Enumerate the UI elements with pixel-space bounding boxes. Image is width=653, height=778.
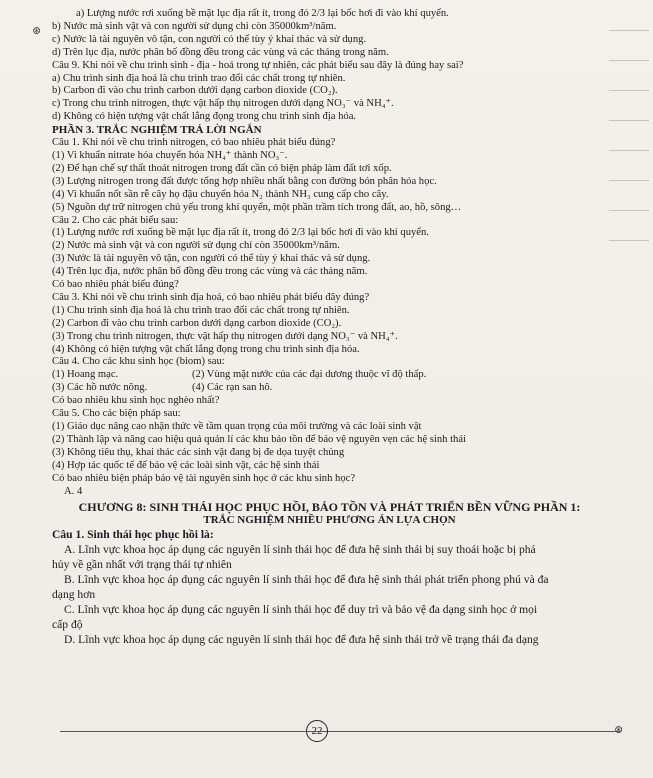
- c8-option-c-cont: cấp độ: [52, 618, 83, 632]
- biome-row: [52, 382, 607, 395]
- c8-option-d: D. Lĩnh vực khoa học áp dụng các nguyên lí sinh thái học để đưa hệ sinh thái trở về trạng thái đa dạng: [64, 633, 539, 647]
- chapter-8-title: CHƯƠNG 8: SINH THÁI HỌC PHỤC HỒI, BẢO TỒN VÀ PHÁT TRIỂN BỀN VỮNG PHẦN 1:: [78, 500, 581, 515]
- margin-lines: [603, 0, 653, 778]
- c8-option-c: C. Lĩnh vực khoa học áp dụng các nguyên lí sinh thái học để duy trì và bảo vệ đa dạng sinh học ở mọi: [64, 603, 538, 617]
- s3-line: (2) Nước mà sinh vật và con người sử dụng chỉ còn 35000km³/năm.: [52, 240, 340, 252]
- s3-line: (3) Nước là tài nguyên vô tận, con người có thể tùy ý khai thác và sử dụng.: [52, 253, 371, 265]
- q9-option-b: b) Carbon đi vào chu trình carbon dưới dạng carbon dioxide (CO₂).: [52, 85, 338, 97]
- s3-line: (2) Thành lập và nâng cao hiệu quả quản lí các khu bảo tồn để bảo vệ nguyên vẹn các hệ sinh thái: [52, 433, 466, 445]
- page-corner-icon: ⊛: [32, 25, 42, 37]
- s3-line: (5) Nguồn dự trữ nitrogen chủ yếu trong khí quyển, một phần trầm tích trong đất, ao, hồ, sông…: [52, 201, 462, 213]
- s3-line: (2) Carbon đi vào chu trình carbon dưới dạng carbon dioxide (CO₂).: [52, 317, 342, 329]
- s3-line: (3) Không tiêu thụ, khai thác các sinh vật đang bị đe dọa tuyệt chủng: [52, 446, 345, 458]
- c8-option-b: B. Lĩnh vực khoa học áp dụng các nguyên lí sinh thái học để đưa hệ sinh thái phát triển phong phú và đa: [64, 573, 549, 587]
- biome-item: (2) Vùng mặt nước của các đại dương thuộc vĩ độ thấp.: [192, 369, 427, 381]
- s3-line: Câu 4. Cho các khu sinh học (biom) sau:: [52, 356, 225, 368]
- statement-d: d) Trên lục địa, nước phân bố đồng đều trong các vùng và các tháng trong năm.: [52, 46, 389, 58]
- c8-question-1: Câu 1. Sinh thái học phục hồi là:: [52, 528, 214, 542]
- s3-line: (4) Không có hiện tượng vật chất lắng đọng trong chu trình sinh địa hóa.: [52, 343, 360, 355]
- s3-line: (1) Chu trình sinh địa hoá là chu trình trao đổi các chất trong tự nhiên.: [52, 304, 350, 316]
- biome-item: (3) Các hồ nước nông.: [52, 382, 148, 394]
- c8-option-a-cont: hủy về gần nhất với trạng thái tự nhiên: [52, 558, 232, 572]
- s3-answer: A. 4: [64, 485, 83, 497]
- c8-option-a: A. Lĩnh vực khoa học áp dụng các nguyên lí sinh thái học để đưa hệ sinh thái bị suy thoái hoặc bị phá: [64, 543, 536, 557]
- statement-b: b) Nước mà sinh vật và con người sử dụng chỉ còn 35000km³/năm.: [52, 20, 337, 32]
- s3-line: Câu 5. Cho các biện pháp sau:: [52, 408, 181, 420]
- statement-c: c) Nước là tài nguyên vô tận, con người có thể tùy ý khai thác và sử dụng.: [52, 33, 367, 45]
- s3-line: (1) Giáo dục nâng cao nhận thức về tầm quan trọng của môi trường và các loài sinh vật: [52, 421, 422, 432]
- c8-option-b-cont: dạng hơn: [52, 588, 96, 602]
- s3-line: Câu 3. Khi nói về chu trình sinh địa hoá, có bao nhiêu phát biểu đây đúng?: [52, 291, 370, 303]
- s3-line: Có bao nhiêu phát biểu đúng?: [52, 279, 179, 291]
- biome-item: (4) Các rạn san hô.: [192, 382, 273, 394]
- question-9: Câu 9. Khi nói về chu trình sinh - địa - hoá trong tự nhiên, các phát biểu sau đây là đúng hay sai?: [52, 59, 464, 71]
- q9-option-c: c) Trong chu trình nitrogen, thực vật hấp thụ nitrogen dưới dạng NO₃⁻ và NH₄⁺.: [52, 98, 394, 110]
- s3-line: (1) Lượng nước rơi xuống bề mặt lục địa rất ít, trong đó 2/3 lại bốc hơi đi vào khí quyển.: [52, 227, 429, 239]
- chapter-8-body: [52, 527, 607, 647]
- document-body: [52, 8, 607, 647]
- biome-item: (1) Hoang mạc.: [52, 369, 119, 381]
- bottom-rule: [60, 731, 620, 732]
- s3-line: Có bao nhiêu khu sinh học nghèo nhất?: [52, 395, 220, 407]
- q9-option-a: a) Chu trình sinh địa hoá là chu trình trao đổi các chất trong tự nhiên.: [52, 72, 346, 84]
- page-corner-icon-bottom: ⊛: [614, 724, 624, 736]
- s3-line: (4) Hợp tác quốc tế để bảo vệ các loài sinh vật, các hệ sinh thái: [52, 459, 320, 471]
- s3-line: (2) Để hạn chế sự thất thoát nitrogen trong đất cần có biện pháp làm đất tơi xốp.: [52, 162, 392, 174]
- statement-a: a) Lượng nước rơi xuống bề mặt lục địa rất ít, trong đó 2/3 lại bốc hơi đi vào khí quyển.: [76, 8, 449, 19]
- page-number: 22: [306, 720, 328, 742]
- s3-line: (3) Lượng nitrogen trong đất được tổng hợp nhiều nhất bằng con đường bón phân hóa học.: [52, 175, 437, 187]
- biome-row: [52, 369, 607, 382]
- chapter-8-subtitle: TRẮC NGHIỆM NHIỀU PHƯƠNG ÁN LỰA CHỌN: [203, 514, 456, 527]
- s3-line: (3) Trong chu trình nitrogen, thực vật hấp thụ nitrogen dưới dạng NO₃⁻ và NH₄⁺.: [52, 330, 398, 342]
- s3-line: Câu 1. Khi nói về chu trình nitrogen, có bao nhiêu phát biểu đúng?: [52, 137, 336, 149]
- section-3-title: PHẦN 3. TRẮC NGHIỆM TRẢ LỜI NGẮN: [52, 124, 262, 137]
- s3-line: (1) Vi khuẩn nitrate hóa chuyển hóa NH₄⁺ thành NO₃⁻.: [52, 149, 288, 161]
- s3-line: Câu 2. Cho các phát biểu sau:: [52, 214, 179, 226]
- top-block: [52, 8, 607, 124]
- s3-line: Có bao nhiêu biện pháp bảo vệ tài nguyên sinh học ở các khu sinh học?: [52, 472, 356, 484]
- q9-option-d: d) Không có hiện tượng vật chất lắng đọng trong chu trình sinh địa hóa.: [52, 111, 357, 123]
- s3-line: (4) Trên lục địa, nước phân bố đồng đều trong các vùng và các tháng năm.: [52, 266, 368, 278]
- s3-line: (4) Vi khuẩn nốt sần rễ cây họ đậu chuyển hóa N₂ thành NH₃ cung cấp cho cây.: [52, 188, 389, 200]
- section-3-body: [52, 137, 607, 498]
